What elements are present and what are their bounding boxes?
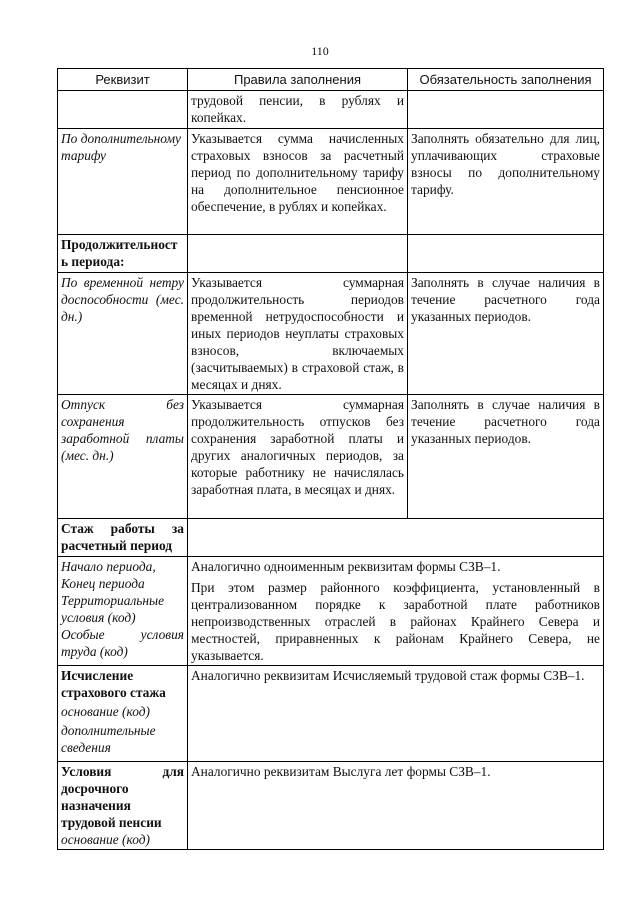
header-obyazatelnost: Обязательность заполнения [408, 69, 604, 91]
requisite-name-cell [58, 762, 188, 850]
requisite-name-italic: основание (код) [61, 704, 150, 719]
table-row [58, 91, 604, 129]
rule-cell: трудовой пенсии, в рублях и копейках. [188, 91, 408, 129]
requisite-name-line: Начало периода, [61, 559, 156, 574]
requisite-name-italic: дополнительные сведения [61, 723, 156, 755]
rule-paragraph: Аналогично одноименным реквизитам формы СЗВ–1. [191, 559, 501, 574]
rule-paragraph: При этом размер районного коэффициента, установленный в централизованном порядке к заработной плате работников непроизводственных отраслей в районах Крайнего Севера и местностей, приравненных к районам Крайнего Севера, не указывается. [191, 580, 600, 663]
obligation-cell [408, 235, 604, 273]
table-row [58, 235, 604, 273]
section-heading-cell: Продолжительность периода: [58, 235, 188, 273]
rule-cell: Аналогично реквизитам Выслуга лет формы СЗВ–1. [188, 762, 604, 850]
header-pravila: Правила заполнения [188, 69, 408, 91]
table-row [58, 666, 604, 762]
table-row [58, 395, 604, 519]
obligation-cell [408, 91, 604, 129]
table-row [58, 129, 604, 235]
obligation-cell: Заполнять обязательно для лиц, уплачивающих страховые взносы по дополнительному тарифу. [408, 129, 604, 235]
table-row [58, 557, 604, 666]
table-row [58, 273, 604, 395]
rule-cell [188, 235, 408, 273]
rule-cell [188, 519, 604, 557]
requisite-name-line: Территориальные условия (код) [61, 593, 165, 625]
requisite-name-line: Конец периода [61, 576, 145, 591]
requisites-table [57, 68, 604, 850]
requisite-name-cell: По дополнительному тарифу [58, 129, 188, 235]
section-heading-cell: Стаж работы за расчетный период [58, 519, 188, 557]
rule-cell: Указывается суммарная продолжительность отпусков без сохранения заработной платы и других аналогичных периодов, за которые работнику не начислялась заработная плата, в месяцах и днях. [188, 395, 408, 519]
requisite-name-italic: основание (код) [61, 832, 150, 847]
obligation-cell: Заполнять в случае наличия в течение расчетного года указанных периодов. [408, 273, 604, 395]
requisite-name-line: Особые условия труда (код) [61, 627, 184, 659]
rule-cell: Указывается суммарная продолжительность периодов временной нетрудоспособности и иных периодов неуплаты страховых взносов, включаемых (засчитываемых) в страховой стаж, в месяцах и днях. [188, 273, 408, 395]
rule-cell: Аналогично реквизитам Исчисляемый трудовой стаж формы СЗВ–1. [188, 666, 604, 762]
rule-cell: Указывается сумма начисленных страховых взносов за расчетный период по дополнительному тарифу на дополнительное пенсионное обеспечение, в рублях и копейках. [188, 129, 408, 235]
requisite-name-cell: По временной нетрудоспособности (мес. дн.) [58, 273, 188, 395]
header-row [58, 69, 604, 91]
requisite-name-bold: Исчисление страхового стажа [61, 668, 166, 700]
requisite-name-cell: Отпуск без сохранения заработной платы (мес. дн.) [58, 395, 188, 519]
page-number: 110 [311, 44, 329, 58]
header-rekvizit: Реквизит [58, 69, 188, 91]
table-row [58, 519, 604, 557]
requisite-name-bold: Условия для досрочного назначения трудовой пенсии [61, 764, 184, 830]
rule-cell [188, 557, 604, 666]
requisite-name-cell [58, 666, 188, 762]
requisite-name-cell [58, 91, 188, 129]
table-row [58, 762, 604, 850]
requisite-name-cell [58, 557, 188, 666]
obligation-cell: Заполнять в случае наличия в течение расчетного года указанных периодов. [408, 395, 604, 519]
